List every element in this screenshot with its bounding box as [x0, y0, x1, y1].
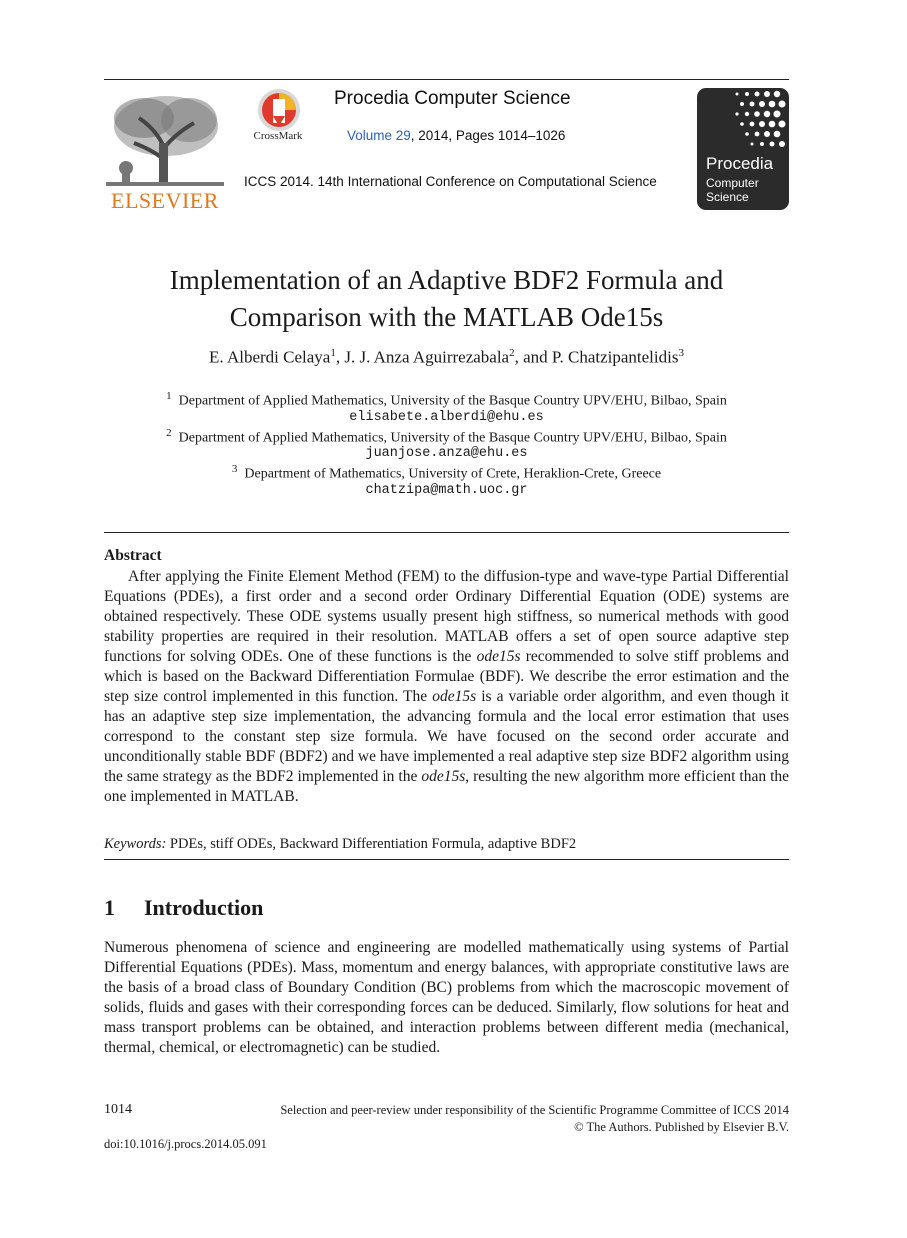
affiliation-3-text: Department of Mathematics, University of Crete, Heraklion-Crete, Greece: [244, 466, 662, 482]
abstract-heading: Abstract: [104, 547, 162, 564]
section-heading: [104, 895, 263, 921]
author-list: [104, 347, 789, 368]
abstract-text-1: After applying the Finite Element Method (FEM) to the diffusion-type and wave-type Partial Differential Equations (PDEs), a first order and a second order Ordinary Differential Equation (ODE) systems are obtained respectively. These ODE systems usually present high stiffness, so numerical methods with good stability properties are required in their resolution. MATLAB offers a set of open source adaptive step functions for solving ODEs. One of these functions is the: [104, 568, 789, 665]
email-3[interactable]: chatzipa@math.uoc.gr: [365, 483, 528, 498]
keywords: [104, 836, 789, 853]
affiliation-2: [104, 427, 789, 447]
footer-copyright: © The Authors. Published by Elsevier B.V.: [574, 1120, 789, 1134]
affiliation-3: [104, 463, 789, 483]
author-2-sup: 2: [509, 347, 515, 359]
author-1-sup: 1: [330, 347, 336, 359]
author-3: , and P. Chatzipantelidis: [514, 347, 679, 367]
doi[interactable]: doi:10.1016/j.procs.2014.05.091: [104, 1137, 267, 1151]
volume-info: [347, 128, 565, 143]
footer-review-note: Selection and peer-review under responsibility of the Scientific Programme Committee of ICCS 2014: [280, 1103, 789, 1117]
keywords-label: Keywords:: [104, 836, 167, 852]
author-2: , J. J. Anza Aguirrezabala: [335, 347, 510, 367]
badge-computer: Computer: [706, 176, 759, 190]
abstract-bottom-rule: [104, 859, 789, 860]
header-top-rule: [104, 79, 789, 80]
title-line-1: Implementation of an Adaptive BDF2 Formula and: [169, 265, 724, 295]
volume-pages: , 2014, Pages 1014–1026: [410, 128, 566, 143]
affiliation-1-num: 1: [166, 390, 172, 402]
abstract-top-rule: [104, 532, 789, 533]
volume-link[interactable]: Volume 29: [347, 128, 411, 143]
section-number: 1: [104, 895, 115, 920]
section-title: Introduction: [144, 895, 264, 920]
author-1: E. Alberdi Celaya: [209, 347, 331, 367]
affiliation-1: [104, 390, 789, 410]
keywords-text: PDEs, stiff ODEs, Backward Differentiation Formula, adaptive BDF2: [166, 836, 577, 852]
abstract-text-2: recommended to solve stiff problems and which is based on the Backward Differentiation Formulae (BDF). We describe the error estimation and the step size control implemented in this function. The: [104, 648, 789, 705]
crossmark-label: CrossMark: [253, 130, 303, 142]
email-1[interactable]: elisabete.alberdi@ehu.es: [349, 410, 544, 425]
elsevier-wordmark: ELSEVIER: [111, 188, 219, 213]
page-number: 1014: [104, 1102, 132, 1117]
abstract-term-3: ode15s: [421, 768, 466, 785]
affiliation-3-num: 3: [231, 463, 238, 475]
title-line-2: Comparison with the MATLAB Ode15s: [229, 302, 664, 332]
dot-pattern-icon: [697, 88, 789, 158]
affiliation-2-num: 2: [166, 427, 172, 439]
affiliation-1-text: Department of Applied Mathematics, University of the Basque Country UPV/EHU, Bilbao, Spain: [178, 393, 727, 409]
abstract-body: [104, 567, 789, 807]
abstract-term-1: ode15s: [476, 648, 521, 665]
abstract-text-3: is a variable order algorithm, and even though it has an adaptive step size implementation, the advancing formula and the local error estimation that uses correspond to the constant step size formula. We have focused on the second order accurate and unconditionally stable BDF (BDF2) and we have implemented a real adaptive step size BDF2 algorithm using the same strategy as the BDF2 implemented in the: [104, 688, 789, 785]
author-3-sup: 3: [678, 347, 684, 359]
affiliation-2-text: Department of Applied Mathematics, University of the Basque Country UPV/EHU, Bilbao, Spain: [178, 430, 727, 446]
badge-procedia: Procedia: [706, 154, 774, 173]
abstract-text-4: , resulting the new algorithm more efficient than the one implemented in MATLAB.: [104, 768, 790, 805]
journal-title: Procedia Computer Science: [334, 88, 571, 109]
paper-title: [104, 262, 789, 336]
conference-name: ICCS 2014. 14th International Conference on Computational Science: [244, 174, 657, 189]
abstract-term-2: ode15s: [432, 688, 477, 705]
email-2[interactable]: juanjose.anza@ehu.es: [365, 446, 528, 461]
intro-paragraph: Numerous phenomena of science and engineering are modelled mathematically using systems of Partial Differential Equations (PDEs). Mass, momentum and energy balances, with appropriate constitutive laws are the basis of a broad class of Boundary Condition (BC) problems from which the macroscopic movement of solids, fluids and gases with their corresponding forces can be deduced. Similarly, flow solutions for heat and mass transport problems can be obtained, and interaction problems between different media (mechanical, thermal, chemical, or electromagnetic) can be studied.: [104, 939, 789, 1056]
procedia-badge-logo: [697, 88, 789, 210]
badge-science: Science: [706, 190, 749, 204]
